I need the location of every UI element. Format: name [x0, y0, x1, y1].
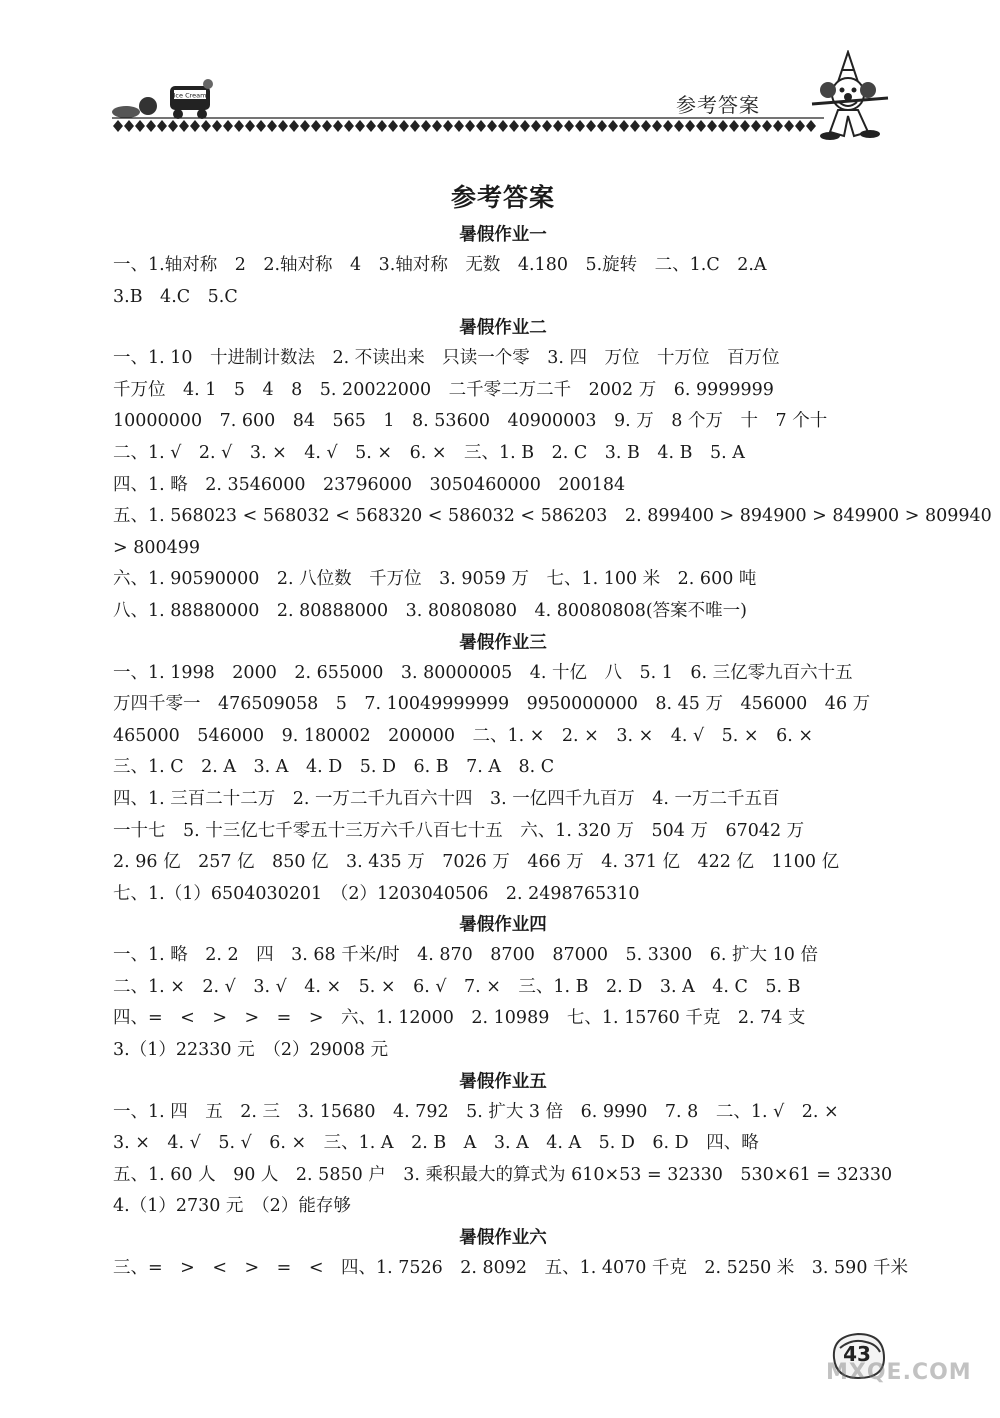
watermark: MXQE.COM: [826, 1360, 972, 1385]
diamond-mark: [641, 120, 651, 132]
diamond-mark: [421, 120, 431, 132]
diamond-mark: [509, 120, 519, 132]
diamond-mark: [608, 120, 618, 132]
diamond-mark: [333, 120, 343, 132]
section-title: 暑假作业六: [459, 1228, 547, 1249]
diamond-mark: [267, 120, 277, 132]
section-title: 暑假作业四: [459, 915, 547, 936]
diamond-mark: [256, 120, 266, 132]
diamond-mark: [663, 120, 673, 132]
answer-line: 10000000 7. 600 84 565 1 8. 53600 40900003 9. 万 8 个万 十 7 个十: [113, 411, 828, 432]
answer-line: 二、1. √ 2. √ 3. × 4. √ 5. × 6. × 三、1. B 2. C 3. B 4. B 5. A: [113, 442, 745, 463]
diamond-mark: [575, 120, 585, 132]
diamond-mark: [201, 120, 211, 132]
diamond-mark: [762, 120, 772, 132]
answer-line: 四、1. 略 2. 3546000 23796000 3050460000 200184: [113, 474, 626, 495]
diamond-mark: [795, 120, 805, 132]
diamond-mark: [113, 120, 123, 132]
diamond-mark: [619, 120, 629, 132]
diamond-mark: [542, 120, 552, 132]
answer-sections: [113, 220, 992, 1285]
diamond-mark: [190, 120, 200, 132]
diamond-mark: [476, 120, 486, 132]
answer-line: 八、1. 88880000 2. 80888000 3. 80808080 4. 80080808(答案不唯一): [113, 600, 747, 621]
diamond-mark: [586, 120, 596, 132]
clown-icon: [808, 50, 894, 142]
answer-line: 一、1. 1998 2000 2. 655000 3. 80000005 4. 十亿 八 5. 1 6. 三亿零九百六十五: [113, 662, 853, 683]
diamond-mark: [685, 120, 695, 132]
diamond-mark: [300, 120, 310, 132]
car-sign: Ice Cream: [173, 91, 207, 100]
answer-line: 二、1. × 2. √ 3. √ 4. × 5. × 6. √ 7. × 三、1. B 2. D 3. A 4. C 5. B: [113, 976, 801, 997]
answer-line: 万四千零一 476509058 5 7. 10049999999 9950000000 8. 45 万 456000 46 万: [113, 694, 871, 715]
diamond-mark: [487, 120, 497, 132]
diamond-mark: [157, 120, 167, 132]
diamond-mark: [355, 120, 365, 132]
answer-line: 千万位 4. 1 5 4 8 5. 20022000 二千零二万二千 2002 万 6. 9999999: [113, 379, 774, 400]
diamond-mark: [597, 120, 607, 132]
running-title: 参考答案: [676, 93, 760, 117]
section-title: 暑假作业二: [459, 318, 547, 339]
diamond-mark: [146, 120, 156, 132]
answer-line: 五、1. 568023 < 568032 < 568320 < 586032 < 586203 2. 899400 > 894900 > 849900 > 809940: [113, 506, 992, 527]
answer-line: 465000 546000 9. 180002 200000 二、1. × 2. × 3. × 4. √ 5. × 6. ×: [113, 725, 813, 746]
diamond-mark: [168, 120, 178, 132]
answer-line: 2. 96 亿 257 亿 850 亿 3. 435 万 7026 万 466 万 4. 371 亿 422 亿 1100 亿: [113, 852, 840, 873]
diamond-mark: [773, 120, 783, 132]
diamond-mark: [399, 120, 409, 132]
diamond-mark: [410, 120, 420, 132]
diamond-mark: [553, 120, 563, 132]
answer-line: 3.（1）22330 元 （2）29008 元: [113, 1040, 389, 1061]
diamond-mark: [322, 120, 332, 132]
diamond-mark: [344, 120, 354, 132]
page-number: 43: [843, 1342, 871, 1366]
answer-line: 四、= < > > = > 六、1. 12000 2. 10989 七、1. 15760 千克 2. 74 支: [113, 1008, 806, 1029]
answer-line: 4.（1）2730 元 （2）能存够: [113, 1196, 351, 1217]
diamond-mark: [388, 120, 398, 132]
diamond-mark: [454, 120, 464, 132]
diamond-mark: [465, 120, 475, 132]
answer-line: 3. × 4. √ 5. √ 6. × 三、1. A 2. B A 3. A 4. A 5. D 6. D 四、略: [113, 1133, 759, 1154]
diamond-mark: [751, 120, 761, 132]
diamond-mark: [432, 120, 442, 132]
diamond-mark: [729, 120, 739, 132]
diamond-mark: [564, 120, 574, 132]
ice-cream-car-icon: [108, 78, 218, 120]
answer-content: [113, 178, 992, 1285]
diamond-mark: [234, 120, 244, 132]
answer-line: 四、1. 三百二十二万 2. 一万二千九百六十四 3. 一亿四千九百万 4. 一万二千五百: [113, 788, 780, 809]
section-title: 暑假作业三: [459, 632, 547, 653]
page-header: [0, 0, 1000, 140]
diamond-mark: [124, 120, 134, 132]
diamond-mark: [311, 120, 321, 132]
section-title: 暑假作业五: [459, 1071, 547, 1092]
answer-line: 一、1. 略 2. 2 四 3. 68 千米/时 4. 870 8700 87000 5. 3300 6. 扩大 10 倍: [113, 945, 818, 966]
page-title: 参考答案: [450, 183, 555, 212]
answer-line: 一、1. 四 五 2. 三 3. 15680 4. 792 5. 扩大 3 倍 6. 9990 7. 8 二、1. √ 2. ×: [113, 1101, 839, 1122]
answer-line: 一十七 5. 十三亿七千零五十三万六千八百七十五 六、1. 320 万 504 万 67042 万: [113, 820, 805, 841]
diamond-mark: [707, 120, 717, 132]
diamond-mark: [377, 120, 387, 132]
diamond-mark: [630, 120, 640, 132]
answer-line: 一、1. 10 十进制计数法 2. 不读出来 只读一个零 3. 四 万位 十万位 百万位: [113, 348, 780, 369]
diamond-mark: [366, 120, 376, 132]
answer-line: > 800499: [113, 537, 201, 558]
diamond-mark: [520, 120, 530, 132]
diamond-mark: [531, 120, 541, 132]
diamond-mark: [784, 120, 794, 132]
answer-line: 一、1.轴对称 2 2.轴对称 4 3.轴对称 无数 4.180 5.旋转 二、1.C 2.A: [113, 255, 767, 275]
diamond-border: [112, 117, 824, 135]
diamond-mark: [135, 120, 145, 132]
diamond-mark: [498, 120, 508, 132]
diamond-mark: [718, 120, 728, 132]
diamond-mark: [212, 120, 222, 132]
answer-line: 三、1. C 2. A 3. A 4. D 5. D 6. B 7. A 8. C: [113, 757, 555, 778]
answer-line: 五、1. 60 人 90 人 2. 5850 户 3. 乘积最大的算式为 610×53 = 32330 530×61 = 32330: [113, 1164, 893, 1185]
diamond-mark: [740, 120, 750, 132]
diamond-mark: [696, 120, 706, 132]
diamond-mark: [652, 120, 662, 132]
answer-line: 七、1.（1）6504030201 （2）1203040506 2. 2498765310: [113, 883, 640, 904]
diamond-mark: [179, 120, 189, 132]
diamond-mark: [443, 120, 453, 132]
diamond-mark: [245, 120, 255, 132]
diamond-mark: [674, 120, 684, 132]
answer-line: 三、= > < > = < 四、1. 7526 2. 8092 五、1. 4070 千克 2. 5250 米 3. 590 千米: [113, 1258, 909, 1279]
answer-line: 3.B 4.C 5.C: [113, 286, 238, 307]
diamond-mark: [289, 120, 299, 132]
diamond-mark: [223, 120, 233, 132]
diamond-mark: [278, 120, 288, 132]
answer-line: 六、1. 90590000 2. 八位数 千万位 3. 9059 万 七、1. 100 米 2. 600 吨: [113, 569, 757, 590]
section-title: 暑假作业一: [459, 225, 547, 245]
